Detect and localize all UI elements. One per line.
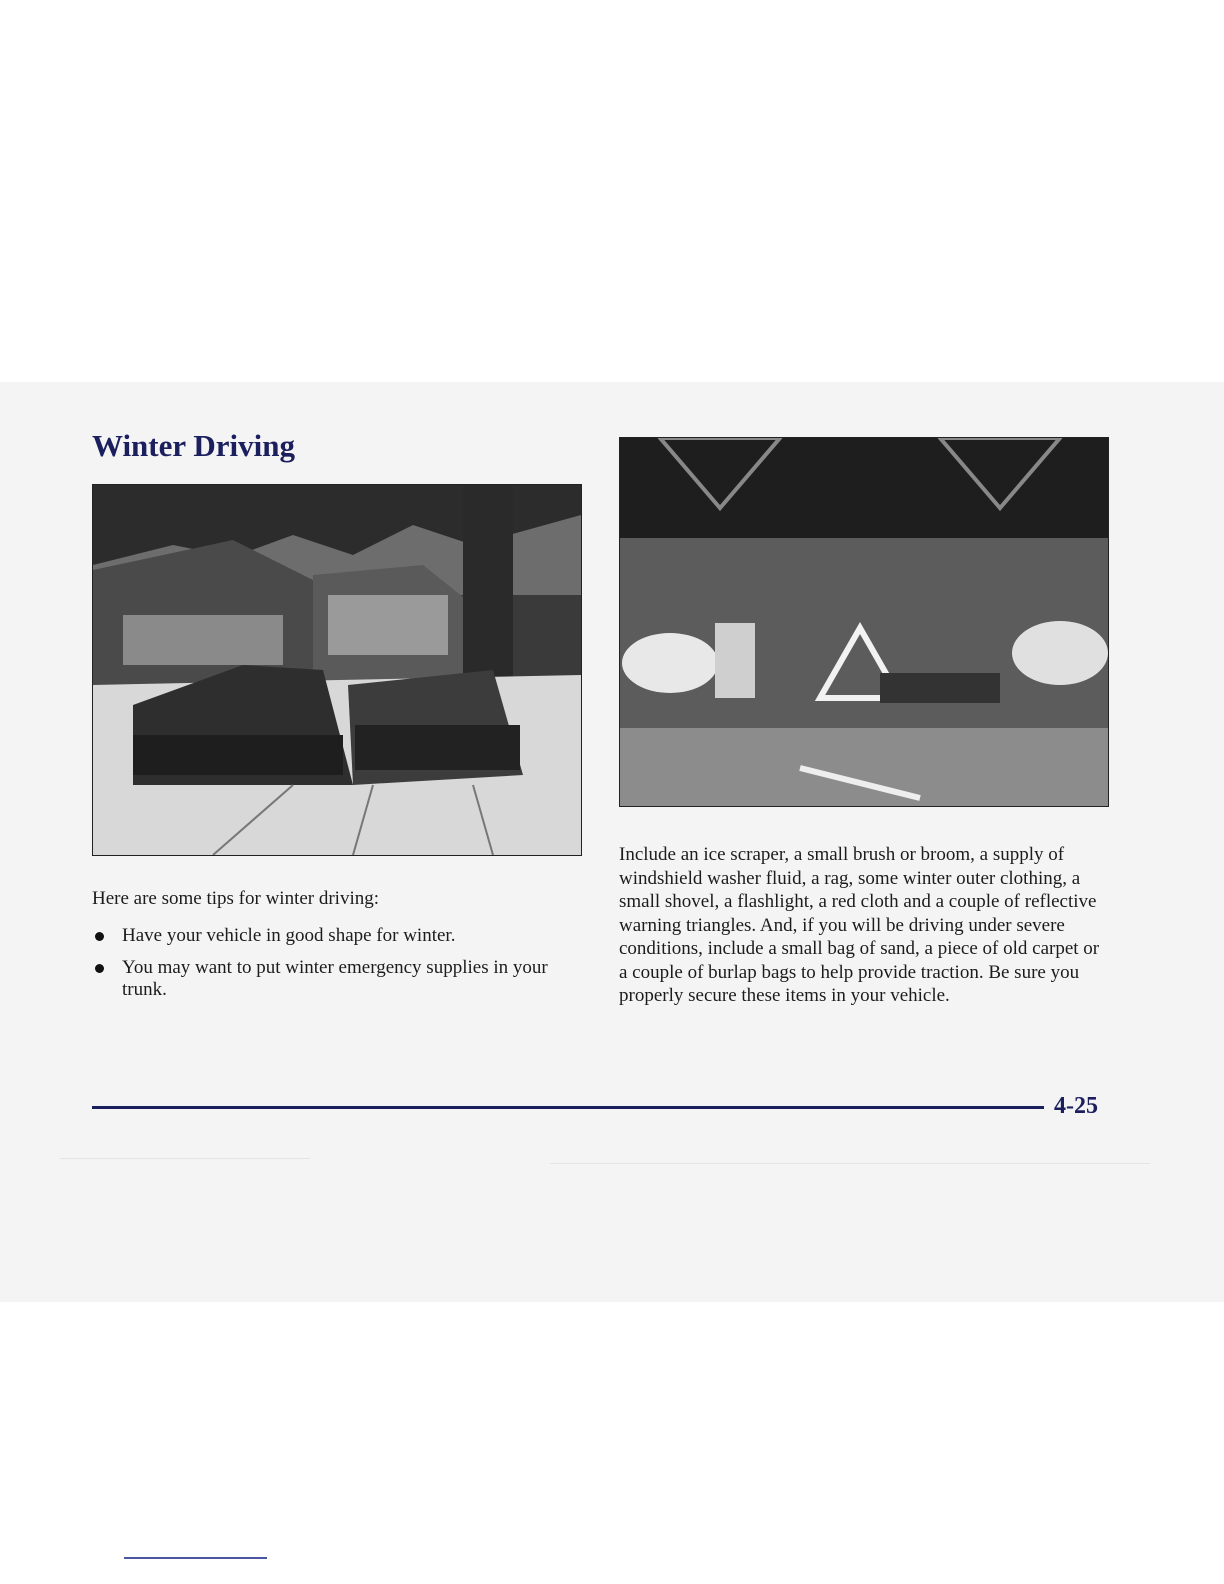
page-number: 4-25 [1054, 1093, 1098, 1119]
trunk-supplies-paragraph: Include an ice scraper, a small brush or broom, a supply of windshield washer fluid, a rag, some winter outer clothing, a small shovel, a flashlight, a red cloth and a couple of reflective warning triangles. And, if you will be driving under severe conditions, include a small bag of sand, a piece of old carpet or a couple of burlap bags to help provide traction. Be sure you properly secure these items in your vehicle. [619, 844, 1100, 1006]
scan-artifact-line [60, 1158, 310, 1159]
tips-list [92, 925, 572, 1011]
list-item [92, 957, 572, 1001]
scan-artifact-line [550, 1163, 1150, 1164]
bullet-icon [95, 964, 104, 973]
footer-rule [92, 1106, 1044, 1109]
winter-street-illustration [92, 484, 582, 856]
bottom-mark [124, 1557, 267, 1559]
page-title: Winter Driving [92, 428, 295, 463]
trunk-supplies-illustration [619, 437, 1109, 807]
intro-text: Here are some tips for winter driving: [92, 888, 380, 909]
list-item-text: You may want to put winter emergency supplies in your trunk. [122, 957, 548, 1000]
list-item [92, 925, 572, 947]
list-item-text: Have your vehicle in good shape for winter. [122, 925, 456, 946]
bullet-icon [95, 932, 104, 941]
